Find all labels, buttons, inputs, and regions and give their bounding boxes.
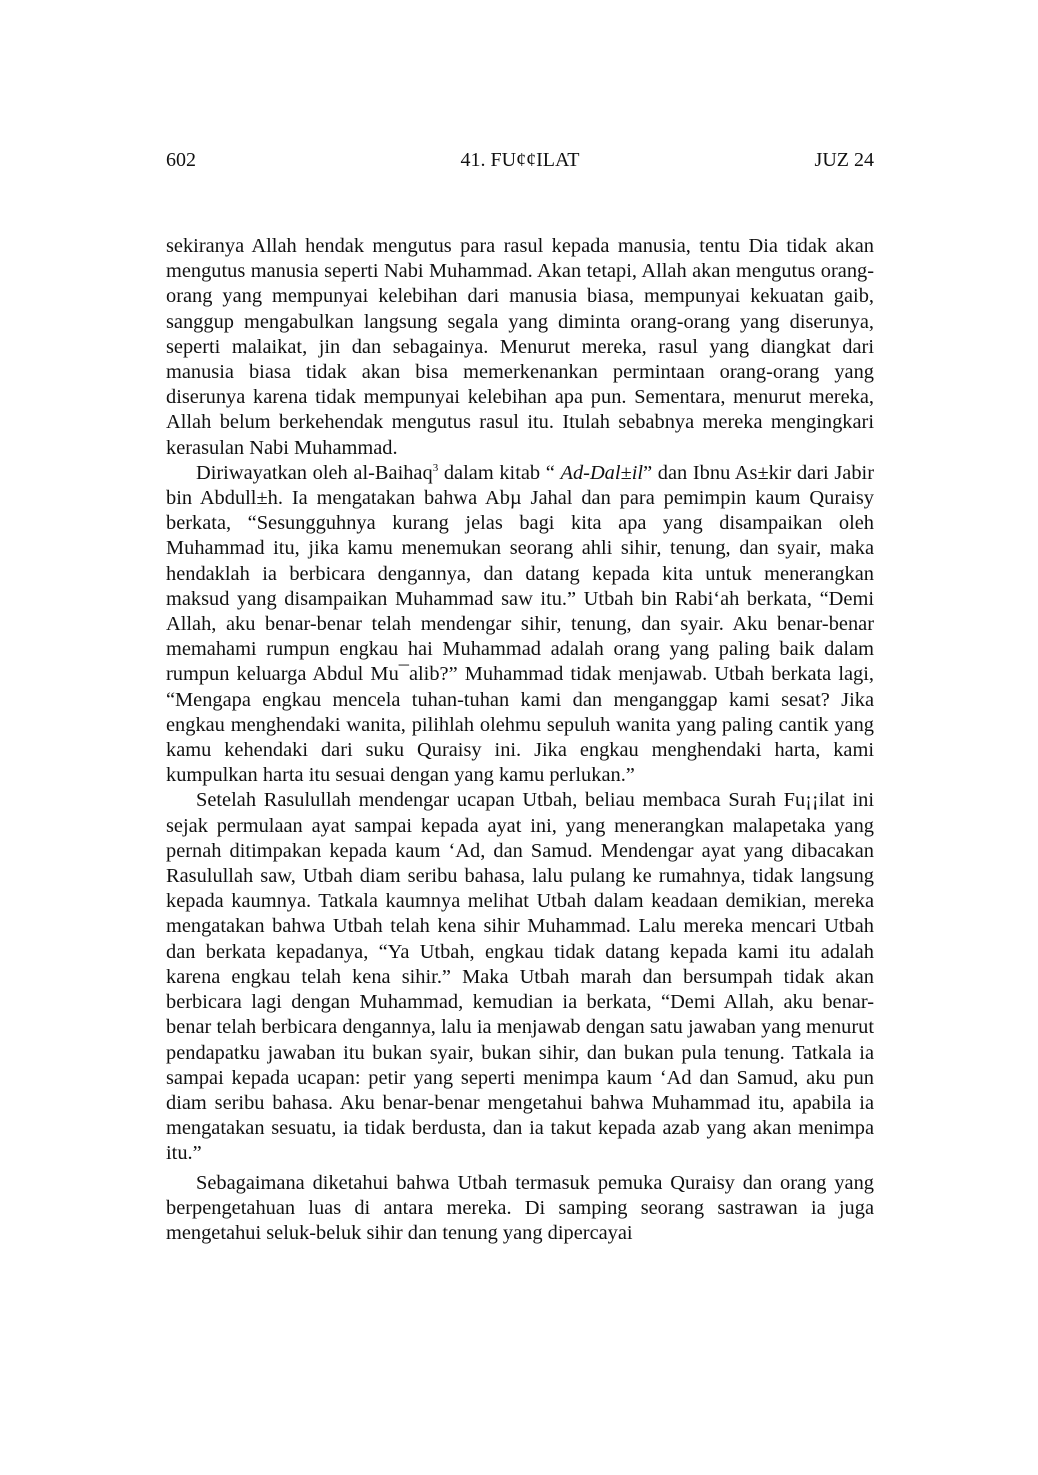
juz-label: JUZ 24 [814,149,874,171]
paragraph-4: Sebagaimana diketahui bahwa Utbah termasuk pemuka Quraisy dan orang yang berpengetahuan luas di antara mereka. Di samping seorang sastrawan ia juga mengetahui seluk-beluk sihir dan tenung yang dipercayai [166,1171,874,1244]
page-header [166,146,874,174]
paragraph-2-rest: ” dan Ibnu As±kir dari Jabir bin Abdull±h. Ia mengatakan bahwa Abµ Jahal dan para pemimpin kaum Quraisy berkata, “Sesungguhnya kurang jelas bagi kita apa yang disampaikan oleh Muhammad itu, jika kamu menemukan seorang ahli sihir, tenung, dan syair, maka hendaklah ia berbicara dengannya, dan datang kepada kita untuk menerangkan maksud yang disampaikan Muhammad saw itu.” Utbah bin Rabi‘ah berkata, “Demi Allah, aku benar-benar telah mendengar sihir, tenung, dan syair. Aku benar-benar memahami rumpun engkau hai Muhammad adalah orang yang paling baik dalam rumpun keluarga Abdul Mu¯alib?” Muhammad tidak menjawab. Utbah berkata lagi, “Mengapa engkau mencela tuhan-tuhan kami dan menganggap kami sesat? Jika engkau menghendaki wanita, pilihlah olehmu sepuluh wanita yang paling cantik yang kamu kehendaki dari suku Quraisy ini. Jika engkau menghendaki harta, kami kumpulkan harta itu sesuai dengan yang kamu perlukan.” [166,461,874,787]
paragraph-1: sekiranya Allah hendak mengutus para rasul kepada manusia, tentu Dia tidak akan mengutus manusia seperti Nabi Muhammad. Akan tetapi, Allah akan mengutus orang-orang yang mempunyai kelebihan dari manusia biasa, mempunyai kekuatan gaib, sanggup mengabulkan langsung segala yang diminta orang-orang yang diserunya, seperti malaikat, jin dan sebagainya. Menurut mereka, rasul yang diangkat dari manusia biasa tidak akan bisa memerkenankan permintaan orang-orang yang diserunya karena tidak mempunyai kelebihan apa pun. Sementara, menurut mereka, Allah belum berkehendak mengutus rasul itu. Itulah sebabnya mereka mengingkari kerasulan Nabi Muhammad. [166,235,874,459]
paragraph-3: Setelah Rasulullah mendengar ucapan Utbah, beliau membaca Surah Fu¡¡ilat ini sejak permulaan ayat sampai kepada ayat ini, yang menerangkan malapetaka yang pernah ditimpakan kepada kaum ‘Ad, dan Samud. Mendengar ayat yang dibacakan Rasulullah saw, Utbah diam seribu bahasa, lalu pulang ke rumahnya, tidak langsung kepada kaumnya. Tatkala kaumnya melihat Utbah dalam keadaan demikian, mereka mengatakan bahwa Utbah telah kena sihir Muhammad. Lalu mereka mencari Utbah dan berkata kepadanya, “Ya Utbah, engkau tidak datang kepada kami itu adalah karena engkau telah kena sihir.” Maka Utbah marah dan bersumpah tidak akan berbicara lagi dengan Muhammad, kemudian ia berkata, “Demi Allah, aku benar-benar telah berbicara dengannya, lalu ia menjawab dengan satu jawaban yang menurut pendapatku jawaban itu bukan syair, bukan sihir, dan bukan pula tenung. Tatkala ia sampai kepada ucapan: petir yang seperti menimpa kaum ‘Ad dan Samud, aku pun diam seribu bahasa. Aku benar-benar mengetahui bahwa Muhammad itu, apabila ia mengatakan sesuatu, ia tidak berdusta, dan ia takut kepada azab yang akan menimpa itu.” [166,789,874,1165]
paragraph-2 [166,461,874,789]
paragraph-2-start: Diriwayatkan oleh al-Baihaq [196,461,433,484]
chapter-title: 41. FU¢¢ILAT [460,149,580,171]
body-text [166,234,874,1246]
book-title: Ad-Dal±il [560,461,644,484]
paragraph-2-mid: dalam kitab “ [438,461,561,484]
footnote-ref-3: 3 [432,462,439,475]
page-number: 602 [166,149,196,171]
